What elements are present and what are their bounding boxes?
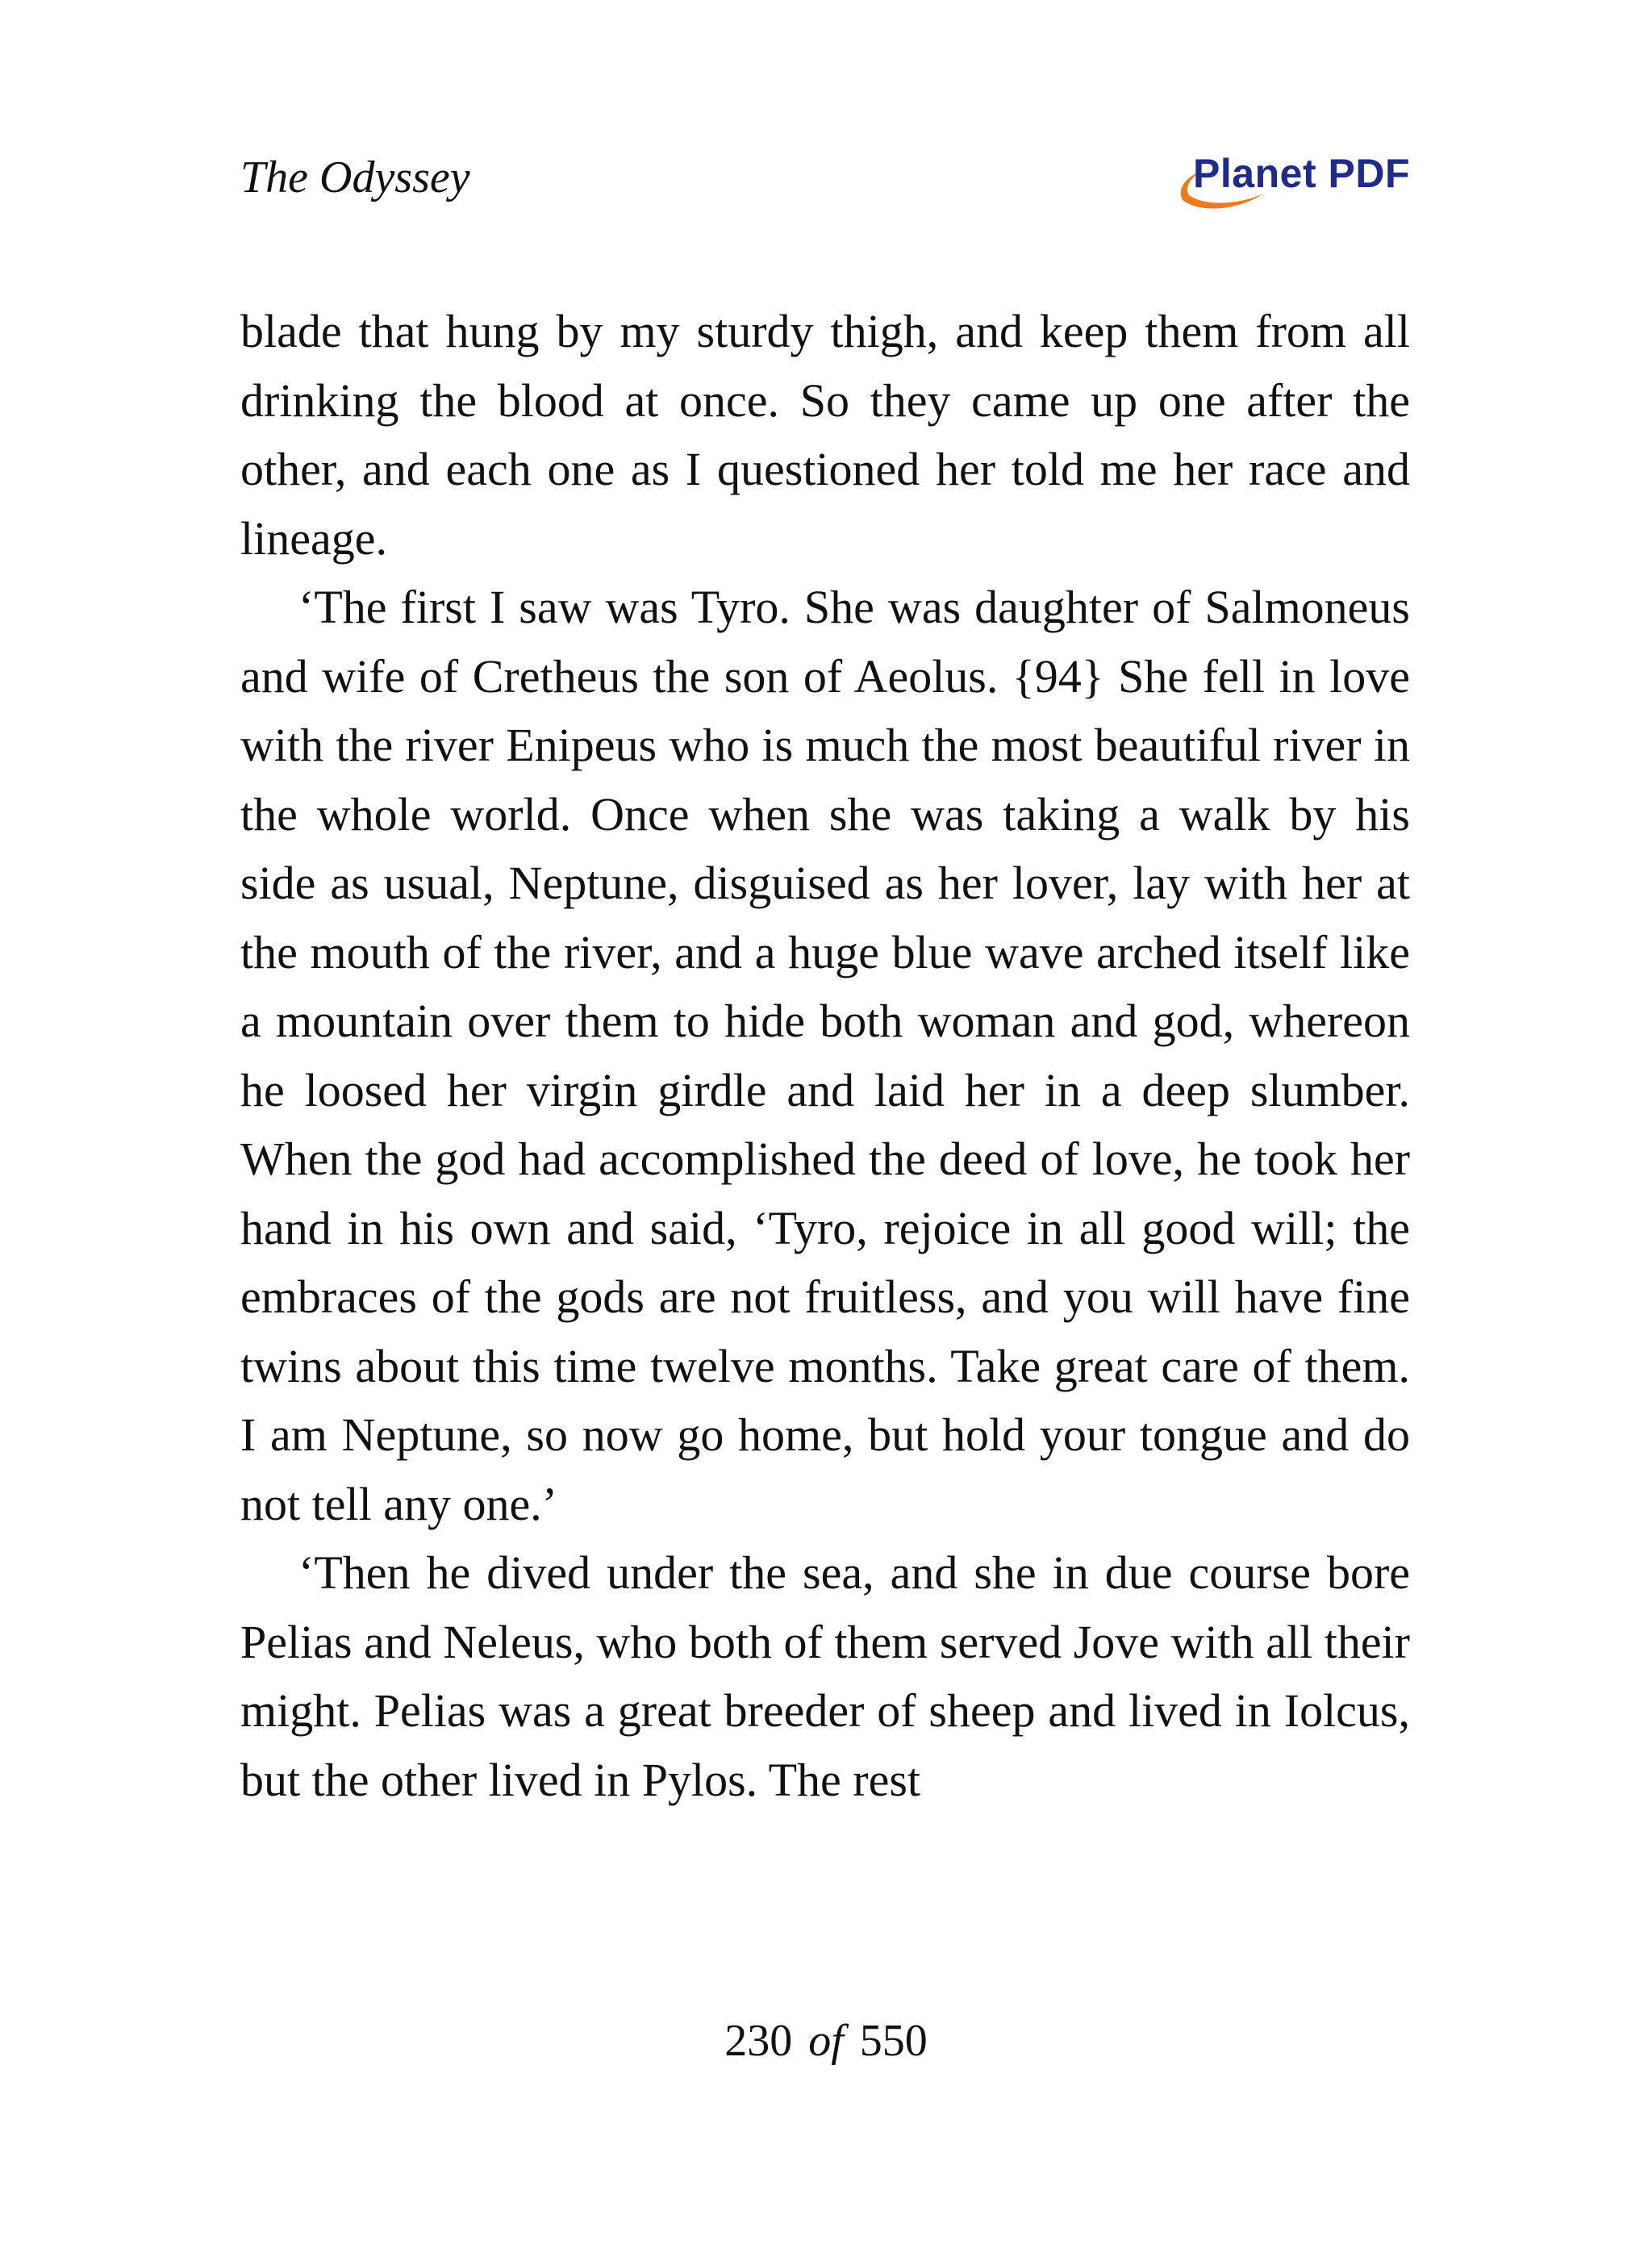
total-pages: 550	[859, 2016, 928, 2066]
page-header	[240, 147, 1410, 219]
paragraph-1: blade that hung by my sturdy thigh, and keep them from all drinking the blood at once. So they came up one after the other, and each one as I questioned her told me her race and lineage.	[240, 305, 1410, 565]
page-number	[0, 2015, 1652, 2067]
of-label: of	[808, 2016, 844, 2066]
planet-pdf-logo	[1160, 147, 1410, 216]
paragraph-2: ‘The first I saw was Tyro. She was daughter of Salmoneus and wife of Cretheus the son of Aeolus. {94} She fell in love with the river Enipeus who is much the most beautiful river in the whole world. Once when she was taking a walk by his side as usual, Neptune, disguised as her lover, lay with her at the mouth of the river, and a huge blue wave arched itself like a mountain over them to hide both woman and god, whereon he loosed her virgin girdle and laid her in a deep slumber. When the god had accomplished the deed of love, he took her hand in his own and said, ‘Tyro, rejoice in all good will; the embraces of the gods are not fruitless, and you will have fine twins about this time twelve months. Take great care of them. I am Neptune, so now go home, but hold your tongue and do not tell any one.’	[240, 581, 1410, 1530]
paragraph-3: ‘Then he dived under the sea, and she in due course bore Pelias and Neleus, who both of them served Jove with all their might. Pelias was a great breeder of sheep and lived in Iolcus, but the other lived in Pylos. The rest	[240, 1546, 1410, 1806]
body-text	[240, 297, 1410, 1814]
logo-text: Planet PDF	[1193, 151, 1410, 196]
book-title: The Odyssey	[240, 152, 470, 202]
current-page: 230	[724, 2016, 793, 2066]
